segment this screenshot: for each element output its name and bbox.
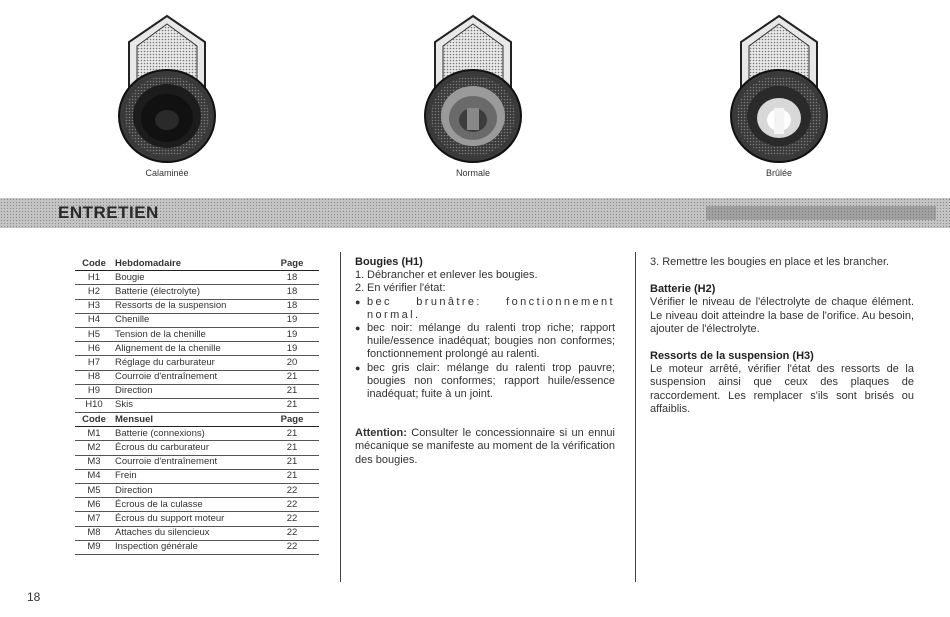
- column-header: Page: [265, 257, 319, 271]
- table-cell-code: H7: [75, 356, 113, 370]
- table-row: [75, 498, 319, 512]
- table-cell-label: Chenille: [113, 313, 265, 327]
- table-cell-page: 19: [265, 313, 319, 327]
- table-cell-code: H1: [75, 271, 113, 285]
- table-cell-code: M7: [75, 512, 113, 526]
- spark-plug-burnt: [719, 8, 839, 178]
- table-row: [75, 356, 319, 370]
- bullet-list: [355, 296, 615, 402]
- table-row: [75, 526, 319, 540]
- table-cell-label: Direction: [113, 384, 265, 398]
- table-row: [75, 441, 319, 455]
- table-cell-page: 22: [265, 526, 319, 540]
- table-cell-page: 22: [265, 512, 319, 526]
- table-cell-page: 21: [265, 398, 319, 412]
- table-row: [75, 540, 319, 554]
- table-cell-code: M1: [75, 427, 113, 441]
- table-cell-code: M2: [75, 441, 113, 455]
- plug-caption-normal: Normale: [455, 168, 490, 178]
- battery-heading: Batterie (H2): [650, 283, 716, 296]
- attention-text: Consulter le concessionnaire si un ennui mécanique se manifeste au moment de la vérification des bougies.: [355, 427, 615, 466]
- table-cell-label: Courroie d'entraînement: [113, 455, 265, 469]
- table-cell-code: H10: [75, 398, 113, 412]
- table-cell-label: Écrous de la culasse: [113, 498, 265, 512]
- bullet-icon: ●: [355, 323, 361, 334]
- bullet-item: ● bec noir: mélange du ralenti trop riche; rapport huile/essence inadéquat; bougies non conformes; fonctionnement prolongé au ralenti.: [355, 322, 615, 361]
- springs-text: Le moteur arrêté, vérifier l'état des ressorts de la suspension ainsi que ceux des plaques de raccordement. Les remplacer s'ils sont brisés ou affaiblis.: [650, 363, 914, 415]
- table-cell-label: Batterie (électrolyte): [113, 285, 265, 299]
- table-header-row: [75, 257, 319, 271]
- table-cell-code: H4: [75, 313, 113, 327]
- table-cell-code: H9: [75, 384, 113, 398]
- spark-plug-fouled: [107, 8, 227, 178]
- table-row: [75, 271, 319, 285]
- table-cell-page: 18: [265, 299, 319, 313]
- table-cell-page: 22: [265, 498, 319, 512]
- spark-plugs-section: [355, 256, 615, 467]
- table-cell-label: Tension de la chenille: [113, 327, 265, 341]
- table-cell-page: 21: [265, 441, 319, 455]
- section-banner: [0, 198, 950, 228]
- column-header: Code: [75, 257, 113, 271]
- table-row: [75, 327, 319, 341]
- table-cell-page: 18: [265, 271, 319, 285]
- table-cell-label: Écrous du carburateur: [113, 441, 265, 455]
- section-title: ENTRETIEN: [58, 203, 159, 222]
- table-cell-page: 21: [265, 384, 319, 398]
- battery-text: Vérifier le niveau de l'électrolyte de chaque élément. Le niveau doit atteindre la base de l'orifice. Au besoin, ajouter de l'électrolyte.: [650, 296, 914, 335]
- table-cell-code: H6: [75, 342, 113, 356]
- column-divider: [340, 252, 341, 582]
- table-cell-page: 21: [265, 370, 319, 384]
- table-row: [75, 313, 319, 327]
- column-header: Hebdomadaire: [113, 257, 265, 271]
- bullet-item: ● bec brunâtre: fonctionnement normal.: [355, 295, 615, 321]
- table-cell-code: M5: [75, 484, 113, 498]
- column-header: Page: [265, 413, 319, 427]
- bullet-icon: ●: [355, 362, 361, 373]
- column-header: Code: [75, 413, 113, 427]
- table-row: [75, 398, 319, 412]
- table-row: [75, 370, 319, 384]
- table-cell-page: 22: [265, 540, 319, 554]
- table-cell-label: Frein: [113, 469, 265, 483]
- plug-caption-fouled: Calaminée: [145, 168, 189, 178]
- table-cell-code: H8: [75, 370, 113, 384]
- column-divider: [635, 252, 636, 582]
- table-cell-label: Ressorts de la suspension: [113, 299, 265, 313]
- table-cell-label: Réglage du carburateur: [113, 356, 265, 370]
- table-cell-code: M8: [75, 526, 113, 540]
- battery-springs-section: [650, 256, 914, 416]
- page-number: 18: [27, 590, 41, 604]
- table-cell-page: 19: [265, 327, 319, 341]
- table-cell-page: 20: [265, 356, 319, 370]
- spark-plug-normal: [413, 8, 533, 178]
- table-cell-label: Inspection générale: [113, 540, 265, 554]
- step-item: 2. En vérifier l'état:: [355, 282, 446, 295]
- bullet-icon: ●: [355, 296, 361, 307]
- table-cell-page: 21: [265, 455, 319, 469]
- table-row: [75, 384, 319, 398]
- springs-heading: Ressorts de la suspension (H3): [650, 350, 814, 363]
- table-header-row: [75, 413, 319, 427]
- attention-note: [355, 427, 615, 467]
- table-cell-code: H2: [75, 285, 113, 299]
- table-cell-label: Écrous du support moteur: [113, 512, 265, 526]
- table-cell-label: Alignement de la chenille: [113, 342, 265, 356]
- table-cell-code: M4: [75, 469, 113, 483]
- table-cell-label: Skis: [113, 398, 265, 412]
- table-cell-label: Attaches du silencieux: [113, 526, 265, 540]
- bullet-item: ● bec gris clair: mélange du ralenti trop pauvre; bougies non conformes; rapport huile/essence inadéquat; fuite à un joint.: [355, 361, 615, 401]
- table-cell-code: H5: [75, 327, 113, 341]
- table-cell-label: Courroie d'entraînement: [113, 370, 265, 384]
- table-cell-label: Bougie: [113, 271, 265, 285]
- table-cell-label: Direction: [113, 484, 265, 498]
- step-list: [355, 269, 615, 295]
- table-cell-page: 18: [265, 285, 319, 299]
- table-row: [75, 455, 319, 469]
- table-cell-code: M6: [75, 498, 113, 512]
- maintenance-schedule-table: [75, 257, 319, 555]
- table-row: [75, 285, 319, 299]
- table-row: [75, 512, 319, 526]
- table-cell-code: M3: [75, 455, 113, 469]
- banner-decoration: [706, 206, 936, 220]
- table-cell-code: M9: [75, 540, 113, 554]
- table-row: [75, 469, 319, 483]
- plug-caption-burnt: Brûlée: [765, 168, 792, 178]
- table-cell-page: 19: [265, 342, 319, 356]
- attention-label: Attention:: [355, 427, 407, 440]
- table-cell-label: Batterie (connexions): [113, 427, 265, 441]
- step-item: 1. Débrancher et enlever les bougies.: [355, 269, 538, 282]
- table-row: [75, 427, 319, 441]
- table-row: [75, 342, 319, 356]
- table-cell-code: H3: [75, 299, 113, 313]
- table-row: [75, 484, 319, 498]
- table-cell-page: 22: [265, 484, 319, 498]
- section-heading: Bougies (H1): [355, 256, 423, 268]
- table-cell-page: 21: [265, 469, 319, 483]
- column-header: Mensuel: [113, 413, 265, 427]
- step-3: 3. Remettre les bougies en place et les brancher.: [650, 256, 890, 268]
- table-cell-page: 21: [265, 427, 319, 441]
- table-row: [75, 299, 319, 313]
